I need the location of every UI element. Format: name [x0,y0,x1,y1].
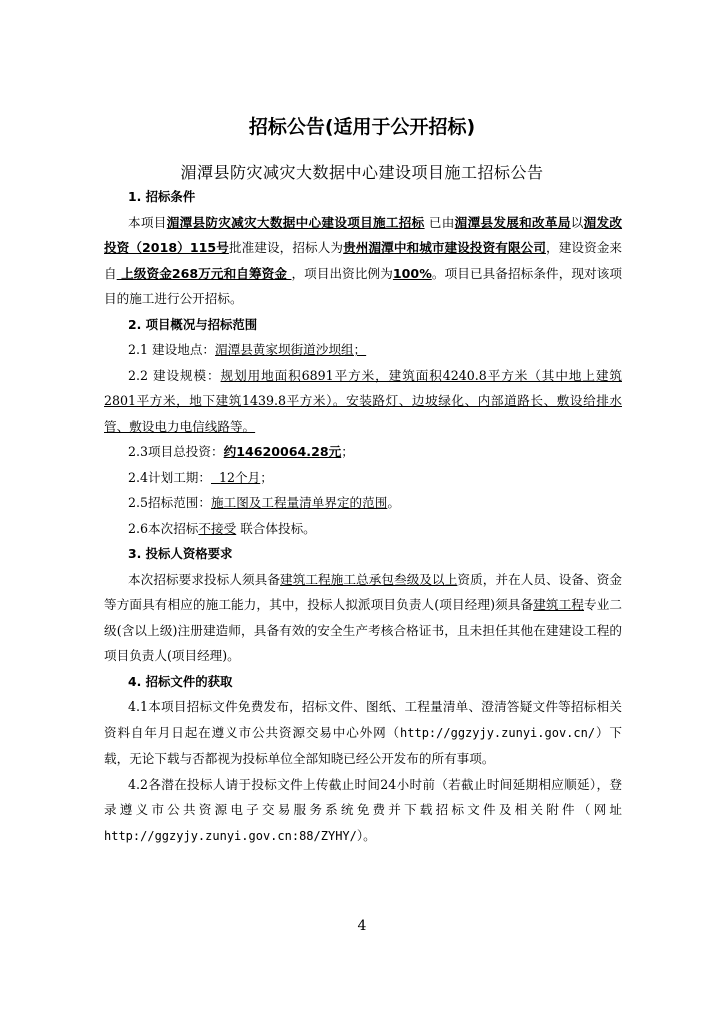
section-4-1-text [104,694,622,772]
section-2-heading: 2. 项目概况与招标范围 [128,316,258,332]
construction-scale [104,363,622,440]
planned-period [104,465,622,491]
text-run: ，项目出资比例为 [291,265,393,281]
project-name: 湄潭县防灾减灾大数据中心建设项目施工招标 [166,214,425,230]
field-label: 2.2 建设规模： [128,367,221,383]
section-1-heading: 1. 招标条件 [128,189,196,204]
field-label: 2.5招标范围： [128,495,211,510]
text-run: 本次招标要求投标人须具备 [128,571,281,587]
required-major: 建筑工程 [533,597,585,612]
download-url[interactable]: http://ggzyjy.zunyi.gov.cn/ [400,725,596,740]
notice-subtitle: 湄潭县防灾减灾大数据中心建设项目施工招标公告 [180,163,544,182]
tender-scope [104,490,622,516]
notice-body [104,184,622,849]
text-run: 以 [570,214,584,230]
text-run: 4.1本项目招标文件免费发布，招标文件、图纸、工程量清单、澄清答疑文件等招标相关资料自年月日起在遵义市公共资源交易中心外网（ [104,699,622,740]
section-3-text [104,567,622,669]
field-value: 湄潭县黄家坝街道沙坝组； [215,342,367,357]
text-run: ）下载，无论下载与否都视为投标单位全部知晓已经公开发布的所有事项。 [104,724,623,766]
field-label: 2.6本次招标 [128,520,199,536]
approval-number: 湄发改投资（2018）115号 [104,214,623,255]
joint-bid [104,516,622,542]
text-run: 批准建设，招标人为 [228,240,344,255]
text-run: 资质，并在人员、设备、资金等方面具有相应的施工能力，其中，投标人拟派项目负责人(项目经理)须具备 [104,571,623,612]
field-value: 规划用地面积6891平方米，建筑面积4240.8平方米（其中地上建筑2801平方米，地下建筑1439.8平方米）。安装路灯、边坡绿化、内部道路长、敷设给排水管、敷设电力电信线路等。 [104,367,622,434]
field-value: 约14620064.28元 [223,444,342,459]
text-run: ； [341,444,354,459]
field-label: 2.4计划工期： [128,469,211,485]
system-url[interactable]: http://ggzyjy.zunyi.gov.cn:88/ZYHY/ [104,828,357,843]
approver: 湄潭县发展和改革局 [454,214,571,230]
tenderer-name: 贵州湄潭中和城市建设投资有限公司 [343,240,547,255]
text-run: ）。 [356,827,376,843]
funding-ratio: 100% [392,265,432,281]
text-run: ，建设资金来自 [104,240,623,281]
page-title: 招标公告(适用于公开招标) [248,116,476,138]
text-run: 。项目已具备招标条件，现对该项目的施工进行公开招标。 [104,265,623,306]
text-run: 已由 [424,214,455,230]
text-run: 本项目 [128,214,167,230]
field-value: 12个月 [211,469,261,485]
field-value: 施工图及工程量清单界定的范围 [211,495,388,510]
text-run: 。 [387,495,400,510]
text-run: 联合体投标。 [236,520,316,536]
section-4-2-text [104,772,622,850]
page-number: 4 [357,918,367,934]
text-run: 4.2各潜在投标人请于投标文件上传截止时间24小时前（若截止时间延期相应顺延），登录遵义市公共资源电子交易服务系统免费并下载招标文件及相关附件（网址 [104,776,622,817]
text-run: 专业二级(含以上级)注册建造师，具备有效的安全生产考核合格证书，且未担任其他在建建设工程的项目负责人(项目经理)。 [104,597,623,663]
construction-location [104,337,622,363]
qualification: 建筑工程施工总承包叁级及以上 [280,571,458,587]
field-label: 2.3项目总投资： [128,444,224,459]
field-label: 2.1 建设地点： [128,342,216,357]
field-value: 不接受 [198,520,237,536]
funding-source: 上级资金268万元和自筹资金 [116,265,292,281]
text-run: ； [260,469,273,485]
total-investment [104,439,622,465]
section-1-text [104,210,622,312]
section-4-heading: 4. 招标文件的获取 [128,673,233,689]
section-3-heading: 3. 投标人资格要求 [128,546,233,561]
